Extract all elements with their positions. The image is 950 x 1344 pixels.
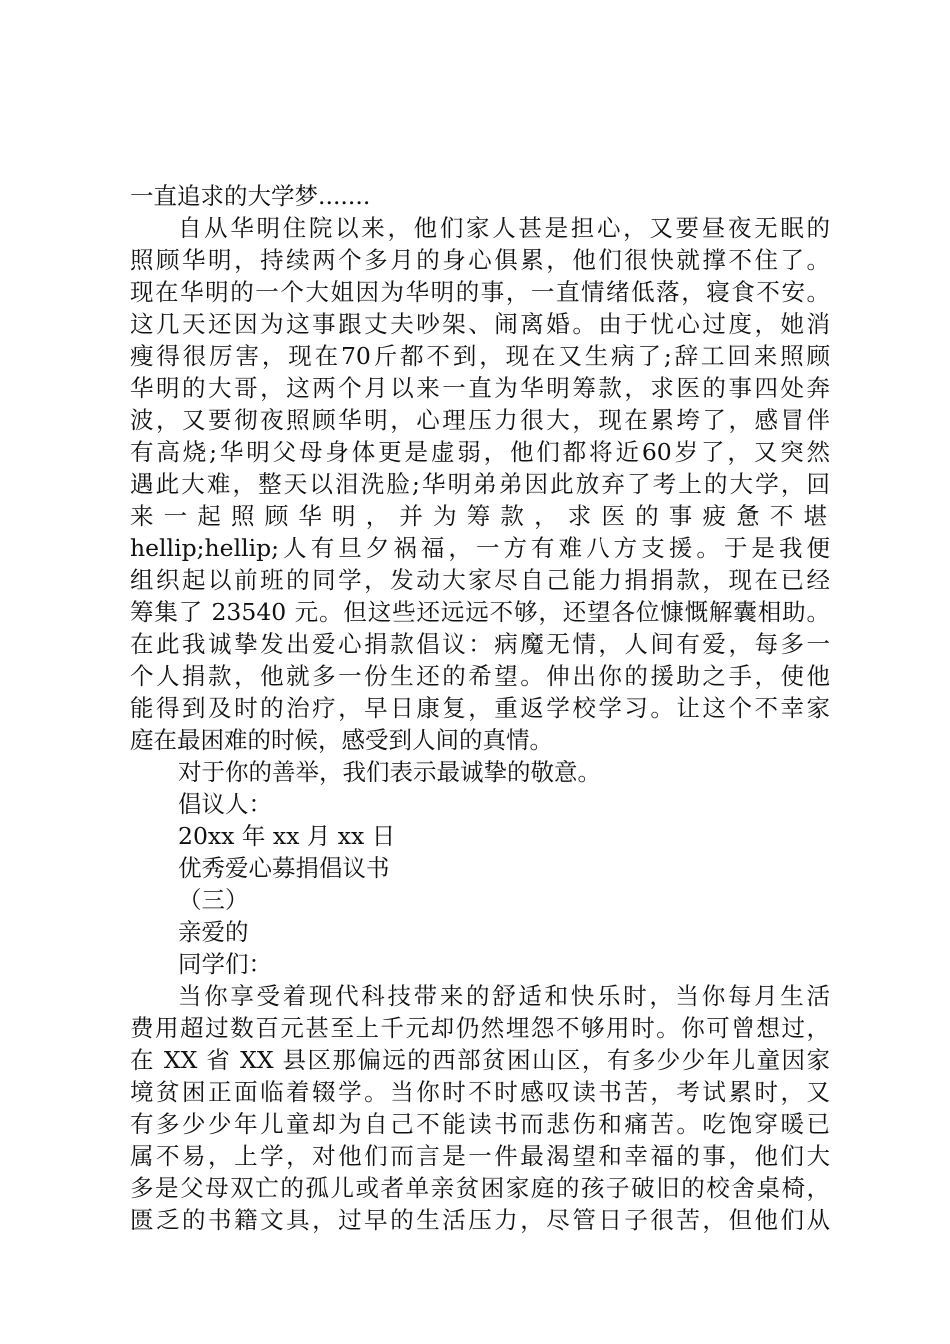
text-line: 波，又要彻夜照顾华明，心理压力很大，现在累垮了，感冒伴: [130, 406, 830, 434]
salutation-line: 亲爱的: [178, 918, 249, 946]
text-line: 有多少少年儿童却为自己不能读书而悲伤和痛苦。吃饱穿暖已: [130, 1110, 830, 1138]
text-line: 筹集了 23540 元。但这些还远远不够，还望各位慷慨解囊相助。: [130, 598, 830, 626]
text-line: 费用超过数百元甚至上千元却仍然埋怨不够用时。你可曾想过，: [130, 1014, 830, 1042]
text-line: hellip;hellip;人有旦夕祸福，一方有难八方支援。于是我便: [130, 534, 830, 562]
text-line: 在 XX 省 XX 县区那偏远的西部贫困山区，有多少少年儿童因家: [130, 1046, 830, 1074]
text-line: 多是父母双亡的孤儿或者单亲贫困家庭的孩子破旧的校舍桌椅，: [130, 1174, 830, 1202]
text-line: 一直追求的大学梦.......: [130, 182, 371, 210]
text-line: 这几天还因为这事跟丈夫吵架、闹离婚。由于忧心过度，她消: [130, 310, 830, 338]
text-line: 现在华明的一个大姐因为华明的事，一直情绪低落，寝食不安。: [130, 278, 830, 306]
text-line: 照顾华明，持续两个多月的身心俱累，他们很快就撑不住了。: [130, 246, 830, 274]
date-line: 20xx 年 xx 月 xx 日: [178, 822, 396, 850]
text-line: 匮乏的书籍文具，过早的生活压力，尽管日子很苦，但他们从: [130, 1206, 830, 1234]
text-line: 有高烧;华明父母身体更是虚弱，他们都将近60岁了，又突然: [130, 438, 830, 466]
closing-line: 对于你的善举，我们表示最诚挚的敬意。: [178, 758, 601, 786]
text-line: 能得到及时的治疗，早日康复，重返学校学习。让这个不幸家: [130, 694, 830, 722]
paragraph-start-line: 自从华明住院以来，他们家人甚是担心，又要昼夜无眠的: [178, 214, 830, 242]
text-line: 个人捐款，他就多一份生还的希望。伸出你的援助之手，使他: [130, 662, 830, 690]
section-number: （三）: [178, 886, 249, 914]
text-line: 属不易，上学，对他们而言是一件最渴望和幸福的事，他们大: [130, 1142, 830, 1170]
text-line: 来一起照顾华明，并为筹款，求医的事疲惫不堪: [130, 502, 830, 530]
salutation-line: 同学们：: [178, 950, 272, 978]
signer-label: 倡议人：: [178, 790, 272, 818]
text-line: 瘦得很厉害，现在70斤都不到，现在又生病了;辞工回来照顾: [130, 342, 830, 370]
text-line: 庭在最困难的时候，感受到人间的真情。: [130, 726, 553, 754]
paragraph-start-line: 当你享受着现代科技带来的舒适和快乐时，当你每月生活: [178, 982, 830, 1010]
text-line: 遇此大难，整天以泪洗脸;华明弟弟因此放弃了考上的大学，回: [130, 470, 830, 498]
text-line: 在此我诚挚发出爱心捐款倡议：病魔无情，人间有爱，每多一: [130, 630, 830, 658]
text-line: 境贫困正面临着辍学。当你时不时感叹读书苦，考试累时，又: [130, 1078, 830, 1106]
section-title: 优秀爱心募捐倡议书: [178, 854, 390, 882]
text-line: 组织起以前班的同学，发动大家尽自己能力捐捐款，现在已经: [130, 566, 830, 594]
text-line: 华明的大哥，这两个月以来一直为华明筹款，求医的事四处奔: [130, 374, 830, 402]
